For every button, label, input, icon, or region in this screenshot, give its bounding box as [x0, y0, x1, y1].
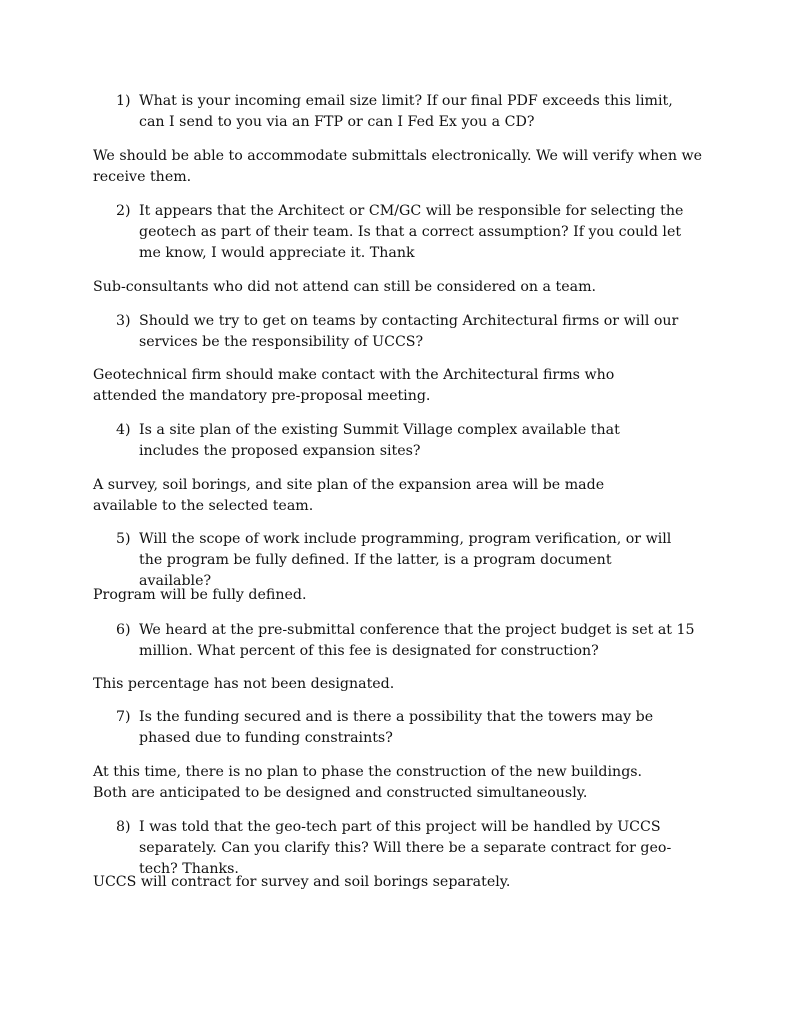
question-6 [116, 620, 716, 662]
question-text: Will the scope of work include programming, program verification, or will the program be fully defined. If the latter, is a program document available? [139, 531, 672, 589]
question-number: 5) [116, 531, 131, 547]
question-text: What is your incoming email size limit? If our final PDF exceeds this limit, can I send to you via an FTP or can I Fed Ex you a CD? [139, 93, 673, 130]
answer-2: Sub-consultants who did not attend can still be considered on a team. [93, 279, 597, 295]
question-4 [116, 420, 676, 462]
question-5 [116, 529, 676, 592]
question-number: 4) [116, 422, 131, 438]
question-number: 6) [116, 622, 131, 638]
question-text: We heard at the pre-submittal conference that the project budget is set at 15 million. What percent of this fee is designated for construction? [139, 622, 695, 659]
question-number: 1) [116, 93, 131, 109]
answer-1: We should be able to accommodate submittals electronically. We will verify when we receive them. [93, 148, 703, 185]
question-number: 3) [116, 313, 131, 329]
question-7 [116, 707, 706, 749]
question-3 [116, 311, 706, 353]
question-text: Should we try to get on teams by contacting Architectural firms or will our services be the responsibility of UCCS? [139, 313, 679, 350]
question-1 [116, 91, 676, 133]
question-number: 2) [116, 203, 131, 219]
question-number: 7) [116, 709, 131, 725]
answer-4: A survey, soil borings, and site plan of the expansion area will be made available to the selected team. [93, 477, 605, 514]
question-number: 8) [116, 819, 131, 835]
question-8 [116, 817, 706, 880]
question-text: I was told that the geo-tech part of this project will be handled by UCCS separately. Can you clarify this? Will there be a separate contract for geo-tech? Thanks. [139, 819, 672, 877]
question-text: Is a site plan of the existing Summit Village complex available that includes the proposed expansion sites? [139, 422, 620, 459]
question-2 [116, 201, 696, 264]
answer-7: At this time, there is no plan to phase the construction of the new buildings. Both are anticipated to be designed and constructed simultaneously. [93, 764, 643, 801]
answer-5: Program will be fully defined. [93, 587, 307, 603]
answer-8: UCCS will contract for survey and soil borings separately. [93, 874, 511, 890]
answer-6: This percentage has not been designated. [93, 676, 395, 692]
answer-3: Geotechnical firm should make contact with the Architectural firms who attended the mandatory pre-proposal meeting. [93, 367, 615, 404]
question-text: It appears that the Architect or CM/GC will be responsible for selecting the geotech as part of their team. Is that a correct assumption? If you could let me know, I would appreciate it. Thank [139, 203, 684, 261]
question-text: Is the funding secured and is there a possibility that the towers may be phased due to funding constraints? [139, 709, 654, 746]
